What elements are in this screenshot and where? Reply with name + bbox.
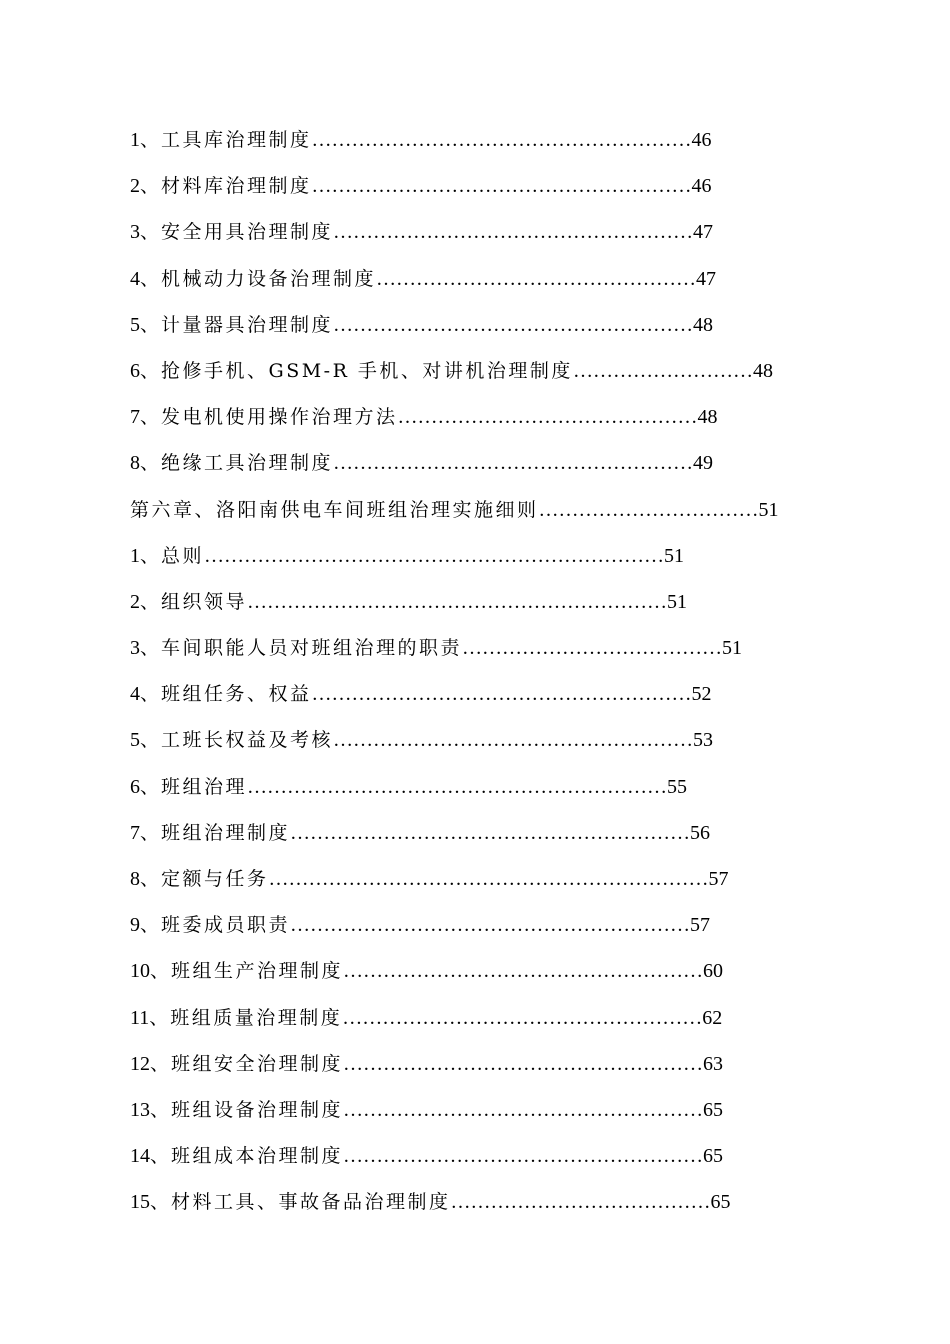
- toc-entry-separator: 、: [150, 1052, 172, 1075]
- toc-entry-title: 班组治理制度: [161, 821, 291, 844]
- toc-entry-number: 3: [130, 221, 140, 244]
- toc-entry-leader-dots: …………………………………………………………: [268, 868, 709, 890]
- toc-entry-separator: 、: [140, 868, 162, 890]
- toc-entry-leader-dots: …………………………………: [462, 637, 723, 660]
- toc-entry-page-number: 55: [667, 775, 688, 798]
- toc-entry-number: 1: [130, 544, 140, 567]
- toc-entry-leader-dots: …………………………………………: [376, 267, 697, 290]
- toc-entry[interactable]: [130, 1046, 770, 1092]
- toc-entry-page-number: 65: [703, 1145, 724, 1168]
- toc-entry-separator: 、: [140, 313, 162, 336]
- toc-entry-separator: 、: [150, 1145, 172, 1168]
- toc-entry-leader-dots: …………………………………………………: [311, 683, 692, 706]
- toc-entry-title: 工班长权益及考核: [161, 729, 334, 752]
- toc-entry-number: 8: [130, 452, 140, 475]
- toc-entry[interactable]: [130, 307, 770, 353]
- toc-entry-number: 14: [130, 1145, 150, 1168]
- toc-entry-number: 10: [130, 960, 150, 983]
- toc-entry-page-number: 57: [690, 914, 711, 937]
- toc-entry-title: 班组质量治理制度: [170, 1006, 343, 1029]
- toc-entry[interactable]: [130, 861, 770, 907]
- toc-entry-page-number: 48: [752, 359, 773, 382]
- toc-entry-separator: 、: [150, 1191, 172, 1214]
- toc-entry-page-number: 48: [693, 313, 714, 336]
- toc-entry-number: 7: [130, 821, 140, 844]
- toc-entry-title: 计量器具治理制度: [161, 313, 334, 336]
- toc-entry-title: 抢修手机、GSM-R 手机、对讲机治理制度: [161, 359, 573, 382]
- toc-entry-title: 组织领导: [161, 590, 248, 613]
- toc-entry[interactable]: [130, 1184, 770, 1230]
- toc-entry-leader-dots: ……………………………: [538, 498, 759, 521]
- toc-entry[interactable]: [130, 584, 770, 630]
- toc-entry-separator: 、: [140, 775, 162, 798]
- toc-entry[interactable]: [130, 676, 770, 722]
- toc-entry[interactable]: [130, 399, 770, 445]
- toc-entry-title: 材料工具、事故备品治理制度: [171, 1191, 451, 1214]
- toc-entry-page-number: 53: [693, 729, 714, 752]
- toc-entry-title: 班组任务、权益: [161, 683, 312, 706]
- toc-entry[interactable]: [130, 1138, 770, 1184]
- toc-entry-title: 工具库治理制度: [161, 129, 312, 151]
- toc-entry-leader-dots: …………………………………: [450, 1191, 711, 1214]
- toc-entry-title: 班组设备治理制度: [171, 1098, 344, 1121]
- toc-entry-number: 15: [130, 1191, 150, 1214]
- toc-entry-page-number: 65: [703, 1098, 724, 1121]
- toc-entry[interactable]: [130, 815, 770, 861]
- toc-entry-leader-dots: ……………………………………………………: [290, 821, 691, 844]
- toc-entry-separator: 、: [140, 544, 162, 567]
- toc-entry-leader-dots: ………………………………………………: [343, 1145, 704, 1168]
- toc-entry-title: 班组生产治理制度: [171, 960, 344, 983]
- toc-entry-title: 第六章、洛阳南供电车间班组治理实施细则: [130, 498, 539, 521]
- toc-entry[interactable]: [130, 538, 770, 584]
- toc-entry-title: 材料库治理制度: [161, 175, 312, 198]
- toc-entry-separator: 、: [140, 590, 162, 613]
- toc-entry[interactable]: [130, 1092, 770, 1138]
- toc-entry-number: 8: [130, 868, 140, 890]
- toc-entry-separator: 、: [150, 960, 172, 983]
- toc-entry-number: 4: [130, 683, 140, 706]
- toc-entry-number: 12: [130, 1052, 150, 1075]
- toc-entry-page-number: 49: [693, 452, 714, 475]
- toc-entry-number: 3: [130, 637, 140, 660]
- toc-entry[interactable]: [130, 630, 770, 676]
- toc-entry-leader-dots: ………………………………………………: [343, 1052, 704, 1075]
- toc-entry[interactable]: [130, 168, 770, 214]
- toc-entry-leader-dots: ………………………………………………: [343, 960, 704, 983]
- toc-entry-page-number: 63: [703, 1052, 724, 1075]
- toc-entry[interactable]: [130, 353, 773, 399]
- toc-entry-number: 1: [130, 129, 140, 151]
- toc-entry-title: 机械动力设备治理制度: [161, 267, 377, 290]
- toc-entry-leader-dots: ………………………………………………: [333, 221, 694, 244]
- toc-entry-title: 班组成本治理制度: [171, 1145, 344, 1168]
- toc-entry-title: 总则: [161, 544, 205, 567]
- toc-entry-separator: 、: [140, 359, 162, 382]
- toc-entry-number: 7: [130, 406, 140, 429]
- toc-entry-page-number: 65: [710, 1191, 731, 1214]
- toc-entry-number: 6: [130, 775, 140, 798]
- toc-entry-separator: 、: [140, 729, 162, 752]
- toc-entry-page-number: 56: [690, 821, 711, 844]
- toc-entry-page-number: 51: [758, 498, 779, 521]
- toc-entry-page-number: 52: [691, 683, 712, 706]
- toc-entry-separator: 、: [140, 175, 162, 198]
- toc-entry-leader-dots: ………………………………………: [397, 406, 698, 429]
- toc-entry-leader-dots: ………………………………………………: [343, 1098, 704, 1121]
- toc-entry-page-number: 51: [722, 637, 743, 660]
- toc-entry[interactable]: [130, 722, 770, 768]
- toc-entry-leader-dots: ………………………………………………: [333, 452, 694, 475]
- toc-entry-separator: 、: [149, 1006, 171, 1029]
- toc-entry-leader-dots: ………………………………………………: [333, 729, 694, 752]
- toc-entry[interactable]: [130, 769, 770, 815]
- toc-entry-page-number: 46: [691, 175, 712, 198]
- toc-entry-title: 安全用具治理制度: [161, 221, 334, 244]
- toc-entry-title: 发电机使用操作治理方法: [161, 406, 398, 429]
- toc-entry-title: 班组安全治理制度: [171, 1052, 344, 1075]
- toc-entry-page-number: 57: [708, 868, 729, 890]
- toc-entry-separator: 、: [140, 267, 162, 290]
- toc-entry-leader-dots: ………………………………………………: [333, 313, 694, 336]
- table-of-contents: [130, 122, 779, 1231]
- toc-entry-number: 5: [130, 729, 140, 752]
- toc-entry-number: 9: [130, 914, 140, 937]
- toc-entry-leader-dots: ……………………………………………………………: [204, 544, 665, 567]
- toc-entry-page-number: 47: [693, 221, 714, 244]
- toc-entry[interactable]: [130, 1000, 770, 1046]
- toc-entry[interactable]: [130, 261, 770, 307]
- toc-entry-page-number: 47: [696, 267, 717, 290]
- toc-entry-leader-dots: ………………………………………………………: [247, 775, 668, 798]
- toc-entry-title: 班委成员职责: [161, 914, 291, 937]
- toc-entry-separator: 、: [140, 452, 162, 475]
- toc-entry-page-number: 51: [667, 590, 688, 613]
- toc-entry-leader-dots: ………………………………………………………: [247, 590, 668, 613]
- toc-entry-number: 4: [130, 267, 140, 290]
- toc-entry-leader-dots: ………………………: [572, 359, 753, 382]
- toc-entry-title: 班组治理: [161, 775, 248, 798]
- toc-entry-separator: 、: [140, 129, 162, 151]
- toc-entry[interactable]: [130, 492, 779, 538]
- toc-entry-number: 13: [130, 1098, 150, 1121]
- toc-entry-leader-dots: ………………………………………………: [342, 1006, 703, 1029]
- toc-entry[interactable]: [130, 445, 770, 491]
- toc-entry-page-number: 51: [664, 544, 685, 567]
- toc-entry-separator: 、: [150, 1098, 172, 1121]
- toc-entry[interactable]: [130, 907, 770, 953]
- toc-entry[interactable]: [130, 953, 770, 999]
- toc-entry-number: 5: [130, 313, 140, 336]
- toc-entry-number: 2: [130, 175, 140, 198]
- toc-entry-number: 11: [130, 1006, 150, 1029]
- toc-entry-page-number: 62: [702, 1006, 723, 1029]
- toc-entry-leader-dots: …………………………………………………: [311, 129, 692, 151]
- toc-entry-separator: 、: [140, 637, 162, 660]
- toc-entry-number: 6: [130, 359, 140, 382]
- toc-entry[interactable]: [130, 214, 770, 260]
- toc-entry-separator: 、: [140, 914, 162, 937]
- toc-entry-separator: 、: [140, 221, 162, 244]
- toc-entry-separator: 、: [140, 821, 162, 844]
- toc-entry-leader-dots: ……………………………………………………: [290, 914, 691, 937]
- toc-entry-page-number: 60: [703, 960, 724, 983]
- toc-entry-number: 2: [130, 590, 140, 613]
- toc-entry-page-number: 48: [697, 406, 718, 429]
- toc-entry-leader-dots: …………………………………………………: [311, 175, 692, 198]
- toc-entry-title: 定额与任务: [161, 868, 269, 890]
- toc-entry-separator: 、: [140, 683, 162, 706]
- toc-entry-title: 车间职能人员对班组治理的职责: [161, 637, 463, 660]
- toc-entry-title: 绝缘工具治理制度: [161, 452, 334, 475]
- toc-entry-separator: 、: [140, 406, 162, 429]
- toc-entry-page-number: 46: [691, 129, 712, 151]
- toc-entry[interactable]: [130, 122, 770, 168]
